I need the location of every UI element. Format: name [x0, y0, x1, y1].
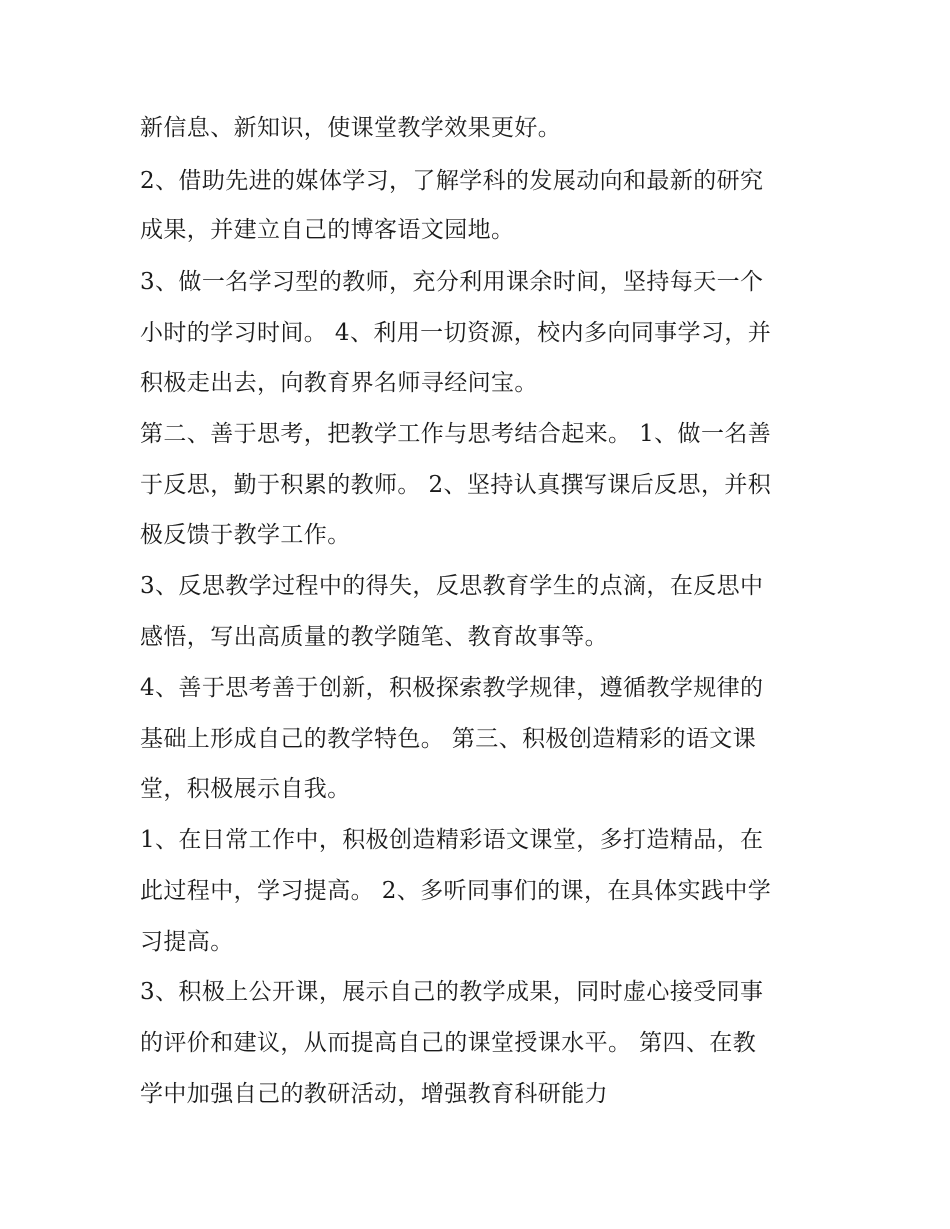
- text-line: 极反馈于教学工作。: [140, 522, 351, 548]
- text-line: 堂，积极展示自我。: [140, 776, 351, 802]
- text-line: 基础上形成自己的教学特色。 第三、积极创造精彩的语文课: [140, 726, 757, 752]
- text-line: 3、反思教学过程中的得失，反思教育学生的点滴，在反思中: [140, 573, 764, 599]
- text-line: 3、做一名学习型的教师，充分利用课余时间，坚持每天一个: [140, 269, 764, 295]
- text-line: 新信息、新知识，使课堂教学效果更好。: [140, 115, 562, 141]
- text-line: 成果，并建立自己的博客语文园地。: [140, 217, 515, 243]
- text-line: 此过程中，学习提高。 2、多听同事们的课，在具体实践中学: [140, 878, 772, 904]
- text-line: 学中加强自己的教研活动，增强教育科研能力: [140, 1081, 608, 1107]
- text-line: 于反思，勤于积累的教师。 2、坚持认真撰写课后反思，并积: [140, 472, 772, 498]
- text-line: 感悟，写出高质量的教学随笔、教育故事等。: [140, 624, 608, 650]
- text-line: 4、善于思考善于创新，积极探索教学规律，遵循教学规律的: [140, 675, 764, 701]
- text-line: 3、积极上公开课，展示自己的教学成果，同时虚心接受同事: [140, 979, 764, 1005]
- text-line: 小时的学习时间。 4、利用一切资源，校内多向同事学习，并: [140, 320, 772, 346]
- text-line: 习提高。: [140, 929, 234, 955]
- text-line: 2、借助先进的媒体学习，了解学科的发展动向和最新的研究: [140, 168, 764, 194]
- text-line: 第二、善于思考，把教学工作与思考结合起来。 1、做一名善: [140, 421, 772, 447]
- text-line: 的评价和建议，从而提高自己的课堂授课水平。 第四、在教: [140, 1030, 757, 1056]
- text-line: 积极走出去，向教育界名师寻经问宝。: [140, 370, 538, 396]
- text-line: 1、在日常工作中，积极创造精彩语文课堂，多打造精品，在: [140, 827, 764, 853]
